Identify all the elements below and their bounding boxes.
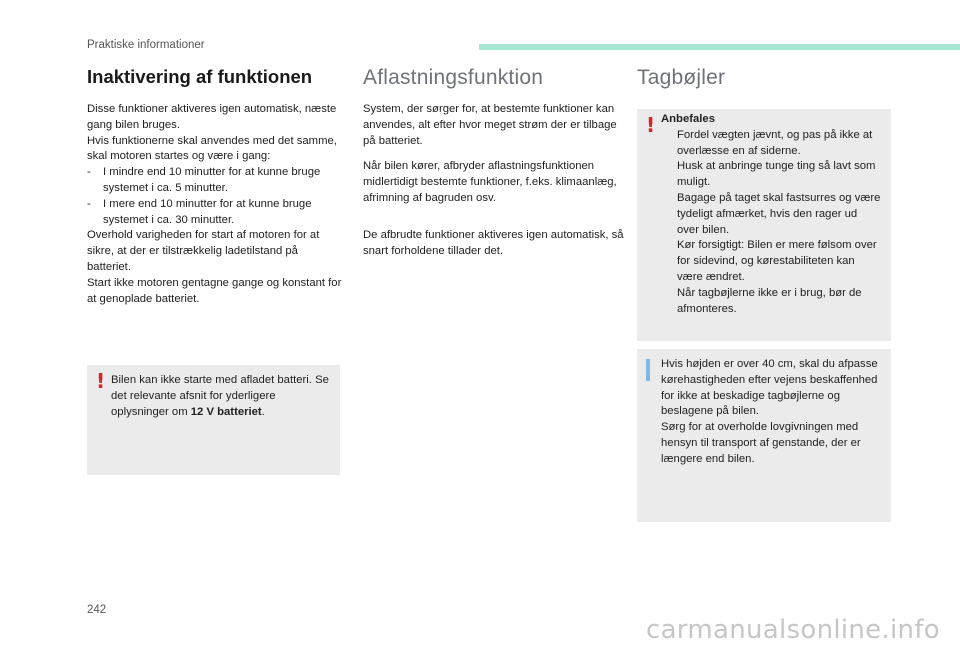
dash-text-2: I mere end 10 minutter for at kunne bruge systemet i ca. 30 minutter. [103, 197, 312, 226]
column-load-shedding [363, 66, 625, 269]
heading-roof-bars: Tagbøjler [637, 66, 726, 89]
watermark: carmanualsonline.info [645, 615, 940, 645]
dash-text-1: I mindre end 10 minutter for at kunne bruge systemet i ca. 5 minutter. [103, 166, 321, 194]
dash-marker: - [87, 166, 91, 179]
list-item [87, 197, 345, 229]
bullet-text: Når tagbøjlerne ikke er i brug, bør de afmonteres. [677, 286, 862, 315]
roof-bars-recommendations [661, 112, 881, 317]
load-shedding-para3: De afbrudte funktioner aktiveres igen automatisk, så snart forholdene tillader det. [363, 228, 624, 257]
warning-text-end: . [261, 405, 265, 418]
deactivation-body [87, 102, 345, 307]
recommendations-heading: Anbefales [661, 113, 715, 125]
warning-bold-ref: 12 V batteriet [190, 405, 262, 418]
bullet-text: Husk at anbringe tunge ting så lavt som muligt. [677, 160, 876, 189]
info-icon [646, 359, 650, 381]
heading-deactivation: Inaktivering af funktionen [87, 66, 313, 87]
list-item [661, 128, 881, 160]
list-item [661, 159, 881, 191]
list-item [661, 238, 881, 285]
bullet-text: Fordel vægten jævnt, og pas på ikke at overlæsse en af siderne. [677, 128, 873, 157]
deactivation-intro: Disse funktioner aktiveres igen automatisk, næste gang bilen bruges. [87, 103, 337, 131]
list-item [661, 286, 881, 318]
deactivation-line2: Hvis funktionerne skal anvendes med det samme, skal motoren startes og være i gang: [87, 134, 337, 163]
deactivation-line4: Start ikke motoren gentagne gange og konstant for at genoplade batteriet. [87, 276, 342, 305]
list-item [87, 165, 345, 197]
load-shedding-para1: System, der sørger for, at bestemte funktioner kan anvendes, alt efter hvor meget strøm der er tilbage på batteriet. [363, 103, 617, 147]
load-shedding-para2: Når bilen kører, afbryder aflastningsfunktionen midlertidigt bestemte funktioner, f.eks. klimaanlæg, afrimning af bagruden osv. [363, 160, 617, 204]
section-title: Praktiske informationer [87, 39, 205, 51]
deactivation-line3: Overhold varigheden for start af motoren for at sikre, at der er tilstrækkelig ladetilstand på batteriet. [87, 229, 320, 273]
column-deactivation [87, 66, 345, 307]
warning-text-battery [111, 373, 330, 420]
load-shedding-body [363, 102, 625, 259]
info-line2: Sørg for at overholde lovgivningen med hensyn til transport af genstande, der er længere end bilen. [661, 421, 861, 465]
info-box-roof-bars [637, 349, 891, 522]
bullet-text: Kør forsigtigt: Bilen er mere følsom over for sidevind, og kørestabiliteten kan være ændret. [677, 239, 877, 283]
heading-load-shedding: Aflastningsfunktion [363, 66, 544, 89]
warning-box-roof-bars [637, 109, 891, 341]
info-line1: Hvis højden er over 40 cm, skal du afpasse kørehastigheden efter vejens beskaffenhed for ikke at beskadige tagbøjlerne og beslagene på bilen. [661, 358, 878, 418]
warning-icon: ! [646, 113, 656, 137]
page-number: 242 [87, 604, 107, 616]
warning-icon: ! [96, 369, 106, 393]
warning-box-battery [87, 365, 340, 475]
list-item [661, 191, 881, 238]
roof-bars-info [661, 357, 881, 468]
warning-text: Bilen kan ikke starte med afladet batteri. Se det relevante afsnit for yderligere oplysninger om [111, 374, 329, 418]
column-roof-bars [637, 66, 892, 92]
dash-marker: - [87, 197, 91, 210]
bullet-text: Bagage på taget skal fastsurres og være tydeligt afmærket, hvis den rager ud over bilen. [677, 191, 881, 236]
header-accent-bar [479, 44, 960, 50]
